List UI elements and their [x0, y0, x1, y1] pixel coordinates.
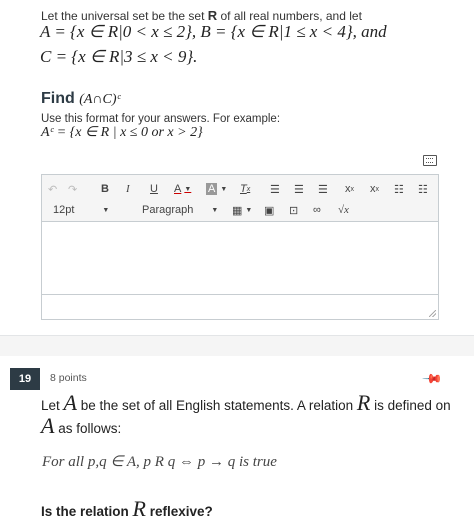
- image-icon[interactable]: ▣: [264, 204, 275, 217]
- ask-text-end: reflexive?: [145, 504, 213, 519]
- stmt-text-end: is defined on: [370, 398, 451, 413]
- table-icon[interactable]: ▦ ▼: [232, 204, 253, 217]
- link-icon[interactable]: ∞: [313, 204, 321, 216]
- intro-bold-R: R: [207, 8, 218, 23]
- stmt-text-mid: be the set of all English statements. A relation: [76, 398, 357, 413]
- format-hint: Use this format for your answers. For example:: [41, 113, 281, 125]
- stmt2-text: as follows:: [54, 421, 122, 436]
- question-19-header: [10, 367, 444, 390]
- intro-text: Let the universal set be the set: [41, 9, 208, 23]
- font-size-select[interactable]: 12pt ▼: [53, 204, 110, 216]
- question-intro: [41, 8, 362, 23]
- math-R: R: [356, 390, 371, 415]
- question-number: 19: [10, 368, 40, 390]
- undo-icon[interactable]: ↶: [48, 183, 58, 196]
- rich-text-editor: [41, 174, 439, 320]
- sets-line-2: C = {x ∈ R|3 ≤ x < 9}.: [40, 47, 198, 66]
- redo-icon[interactable]: ↷: [68, 183, 78, 196]
- superscript-icon[interactable]: x x: [345, 183, 354, 195]
- math-A: A: [41, 413, 55, 438]
- question-points: 8 points: [50, 372, 87, 384]
- equation-icon[interactable]: √x: [338, 204, 349, 216]
- text-color-icon[interactable]: A ▼: [174, 183, 192, 195]
- align-left-icon[interactable]: ☰: [270, 183, 280, 196]
- editor-toolbar: [42, 175, 438, 222]
- clear-formatting-icon[interactable]: T x: [240, 183, 251, 195]
- paragraph-select[interactable]: Paragraph ▼: [142, 204, 219, 216]
- subscript-icon[interactable]: x x: [370, 183, 379, 195]
- align-center-icon[interactable]: ☰: [294, 183, 304, 196]
- ask-text: Is the relation: [41, 504, 133, 519]
- find-heading: [41, 90, 120, 108]
- stmt-text: Let: [41, 398, 64, 413]
- find-label: Find: [41, 90, 80, 107]
- question-19-prompt: [41, 496, 213, 522]
- highlight-color-icon[interactable]: A ▼: [208, 183, 228, 195]
- editor-statusbar: [42, 294, 438, 319]
- editor-content-area[interactable]: [42, 222, 438, 294]
- math-A: A: [63, 390, 77, 415]
- relation-definition: For all p,q ∈ A, p R q ⇔ p → q is true: [42, 454, 277, 470]
- keyboard-icon[interactable]: [423, 155, 437, 166]
- numbered-list-icon[interactable]: ☷: [418, 183, 428, 196]
- find-expression: (A∩C)ᶜ: [79, 92, 121, 107]
- resize-handle-icon[interactable]: [429, 310, 436, 317]
- pin-icon[interactable]: 📌: [421, 367, 444, 390]
- sets-line-1: A = {x ∈ R|0 < x ≤ 2}, B = {x ∈ R|1 ≤ x < 4}, and: [40, 22, 387, 41]
- font-size-value: 12pt: [53, 204, 75, 216]
- question-divider: [0, 335, 474, 356]
- intro-text-end: of all real numbers, and let: [217, 9, 362, 23]
- math-R: R: [132, 496, 146, 521]
- bullet-list-icon[interactable]: ☷: [394, 183, 404, 196]
- paragraph-value: Paragraph: [142, 204, 194, 216]
- format-example: Aᶜ = {x ∈ R | x ≤ 0 or x > 2}: [41, 125, 203, 140]
- bold-icon[interactable]: B: [101, 183, 109, 195]
- italic-icon[interactable]: I: [126, 183, 130, 195]
- underline-icon[interactable]: U: [150, 183, 158, 195]
- align-right-icon[interactable]: ☰: [318, 183, 328, 196]
- question-19-statement-line2: [41, 413, 121, 439]
- media-icon[interactable]: ⊡: [289, 204, 299, 217]
